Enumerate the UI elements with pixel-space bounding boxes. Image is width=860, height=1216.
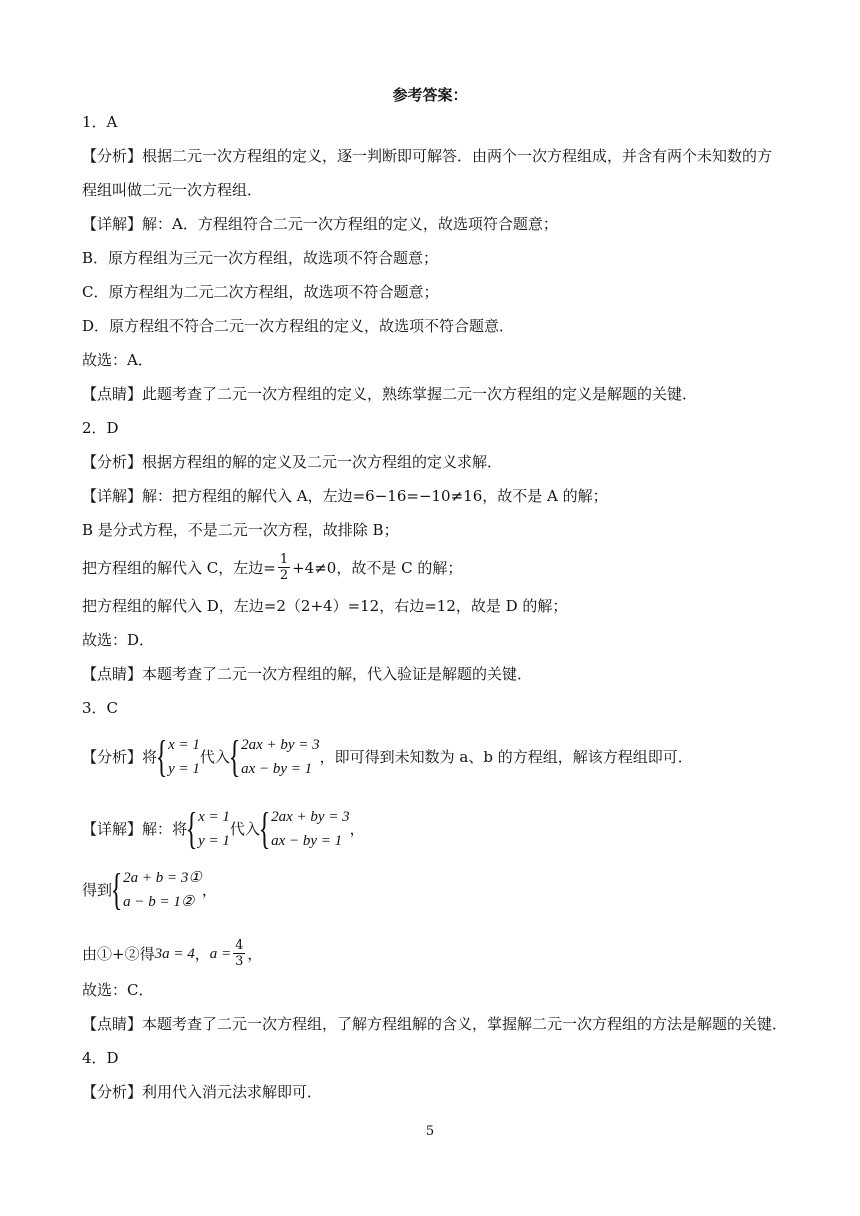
q2-comment: 【点睛】本题考查了二元一次方程组的解，代入验证是解题的关键． bbox=[82, 665, 533, 683]
sum-equation: 3a = 4 bbox=[154, 945, 195, 962]
fraction-numerator: 4 bbox=[235, 938, 244, 953]
q3-choose: 故选：C． bbox=[82, 981, 154, 999]
q3-analysis-label: 【分析】将 bbox=[82, 748, 158, 766]
q2-option-b: B 是分式方程，不是二元一次方程，故排除 B； bbox=[82, 521, 399, 539]
q3-detail bbox=[82, 805, 365, 853]
q1-option-c: C．原方程组为二元二次方程组，故选项不符合题意； bbox=[82, 283, 439, 301]
q4-answer: 4．D bbox=[82, 1049, 119, 1067]
page-title: 参考答案： bbox=[392, 86, 468, 104]
equation-2: ax − by = 1 bbox=[271, 833, 343, 849]
q2-analysis: 【分析】根据方程组的解的定义及二元一次方程组的定义求解． bbox=[82, 453, 503, 471]
sum-punct: ， bbox=[194, 944, 210, 963]
left-brace: { bbox=[228, 732, 241, 781]
q1-option-d: D．原方程组不符合二元一次方程组的定义，故选项不符合题意． bbox=[82, 317, 515, 335]
a-equals: a = bbox=[209, 945, 232, 962]
q1-option-b: B．原方程组为三元一次方程组，故选项不符合题意； bbox=[82, 249, 439, 267]
result-eq-2: a − b = 1② bbox=[123, 894, 195, 910]
q1-answer: 1．A bbox=[82, 113, 118, 131]
result-system bbox=[123, 866, 202, 914]
q3-detail-punct: ， bbox=[349, 820, 365, 838]
q2-option-d: 把方程组的解代入 D，左边=2（2+4）=12，右边=12，故是 D 的解； bbox=[82, 597, 568, 615]
q3-sum bbox=[82, 938, 262, 969]
substitution-system bbox=[168, 733, 200, 781]
q4-analysis: 【分析】利用代入消元法求解即可． bbox=[82, 1083, 323, 1101]
q1-comment: 【点睛】此题考查了二元一次方程组的定义，熟练掌握二元一次方程组的定义是解题的关键． bbox=[82, 385, 698, 403]
q3-comment: 【点睛】本题考查了二元一次方程组，了解方程组解的含义，掌握解二元一次方程组的方法是解题的关键． bbox=[82, 1015, 788, 1033]
equation-2: ax − by = 1 bbox=[241, 761, 313, 777]
left-brace: { bbox=[185, 804, 198, 853]
q2-detail: 【详解】解：把方程组的解代入 A，左边=6−16=−10≠16，故不是 A 的解； bbox=[82, 487, 608, 505]
fraction-four-thirds bbox=[233, 938, 245, 969]
q3-answer: 3．C bbox=[82, 699, 119, 717]
equation-1: 2ax + by = 3 bbox=[241, 737, 320, 753]
into-text: 代入 bbox=[199, 748, 230, 766]
fraction-numerator: 1 bbox=[279, 552, 289, 567]
sum-end-punct: ， bbox=[247, 944, 263, 963]
sub-x: x = 1 bbox=[198, 809, 230, 825]
q1-analysis: 【分析】根据二元一次方程组的定义，逐一判断即可解答．由两个一次方程组成，并含有两个未知数的方 bbox=[82, 147, 773, 165]
left-brace: { bbox=[155, 732, 168, 781]
sub-y: y = 1 bbox=[198, 833, 230, 849]
q3-result bbox=[82, 866, 217, 914]
fraction-denominator: 2 bbox=[279, 568, 289, 583]
result-punct: ， bbox=[201, 881, 217, 899]
q2-c-text-after: +4≠0，故不是 C 的解； bbox=[292, 558, 463, 577]
sum-text: 由①+②得 bbox=[82, 944, 155, 963]
substitution-system bbox=[198, 805, 230, 853]
equation-system bbox=[241, 733, 320, 781]
left-brace: { bbox=[258, 804, 271, 853]
q2-c-text: 把方程组的解代入 C，左边= bbox=[82, 558, 276, 577]
q1-choose: 故选：A． bbox=[82, 351, 153, 369]
get-text: 得到 bbox=[82, 881, 113, 899]
q2-choose: 故选：D． bbox=[82, 631, 155, 649]
q2-answer: 2．D bbox=[82, 419, 119, 437]
into-text: 代入 bbox=[229, 820, 260, 838]
q1-analysis-cont: 程组叫做二元一次方程组． bbox=[82, 181, 263, 199]
sub-y: y = 1 bbox=[168, 761, 200, 777]
q3-detail-label: 【详解】解：将 bbox=[82, 820, 188, 838]
q2-option-c bbox=[82, 552, 462, 583]
q3-analysis-text: ，即可得到未知数为 a、b 的方程组，解该方程组即可． bbox=[319, 748, 693, 766]
q3-analysis bbox=[82, 733, 693, 781]
fraction-one-half bbox=[278, 552, 290, 583]
equation-system bbox=[271, 805, 350, 853]
fraction-denominator: 3 bbox=[235, 954, 244, 969]
equation-1: 2ax + by = 3 bbox=[271, 809, 350, 825]
result-eq-1: 2a + b = 3① bbox=[123, 870, 202, 886]
q1-detail: 【详解】解：A．方程组符合二元一次方程组的定义，故选项符合题意； bbox=[82, 215, 558, 233]
page-number: 5 bbox=[425, 1124, 435, 1139]
sub-x: x = 1 bbox=[168, 737, 200, 753]
left-brace: { bbox=[110, 865, 123, 914]
